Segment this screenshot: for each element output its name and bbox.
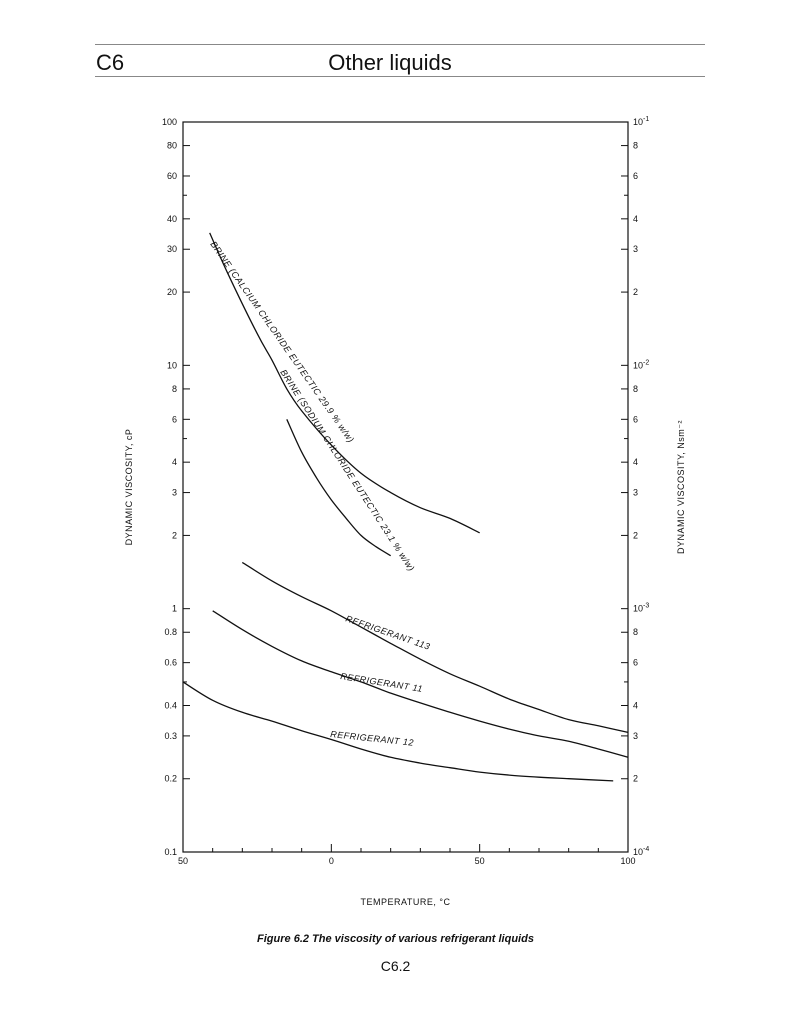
- y-right-tick-label: 8: [633, 383, 639, 394]
- y-left-tick-label: 30: [166, 244, 177, 255]
- curve-label-2: REFRIGERANT 113: [344, 613, 432, 652]
- y-right-tick-label: 2: [633, 287, 639, 298]
- y-left-tick-label: 3: [171, 487, 177, 498]
- y-left-tick-label: 0.3: [164, 730, 177, 741]
- y-left-tick-label: 1: [171, 603, 177, 614]
- y-axis-left-label: DYNAMIC VISCOSITY, cP: [124, 428, 134, 546]
- x-tick-label: 100: [620, 856, 636, 866]
- y-right-tick-label: 8: [633, 140, 639, 151]
- series-line-2: [242, 562, 628, 732]
- y-right-tick-label: 4: [633, 457, 639, 468]
- y-left-tick-label: 40: [166, 213, 177, 224]
- y-left-tick-label: 0.6: [164, 657, 177, 668]
- y-right-tick-label: 3: [633, 730, 639, 741]
- y-left-tick-label: 2: [171, 530, 177, 541]
- y-right-tick-label: $10^{-1}$: [633, 116, 650, 127]
- y-right-tick-label: $10^{-3}$: [633, 602, 650, 614]
- x-tick-label: 0: [328, 856, 334, 866]
- x-axis-ticks: [178, 844, 636, 866]
- y-right-tick-label: 2: [633, 773, 639, 784]
- y-left-tick-label: 0.4: [164, 700, 177, 711]
- page-number: C6.2: [380, 958, 411, 974]
- y-axis-right-label: DYNAMIC VISCOSITY, Nsm⁻²: [676, 419, 686, 555]
- y-axis-left-ticks: [162, 117, 190, 857]
- y-right-tick-label: 4: [633, 700, 639, 711]
- y-left-tick-label: 8: [171, 383, 177, 394]
- section-code: C6: [96, 50, 125, 75]
- x-tick-label: 50: [474, 856, 485, 866]
- curve-label-3: REFRIGERANT 11: [339, 671, 424, 695]
- curve-label-4: REFRIGERANT 12: [329, 729, 415, 748]
- y-left-tick-label: 0.2: [164, 773, 177, 784]
- series-line-1: [287, 419, 391, 555]
- y-right-tick-label: $10^{-4}$: [633, 846, 650, 857]
- y-left-tick-label: 80: [166, 140, 177, 151]
- y-axis-right-ticks: [621, 116, 649, 857]
- page-title: Other liquids: [328, 50, 452, 75]
- series-line-4: [183, 682, 613, 781]
- y-left-tick-label: 0.8: [164, 627, 177, 638]
- x-tick-label: 50: [177, 856, 189, 866]
- curve-label-1: BRINE (SODIUM CHLORIDE EUTECTIC 23.1 % w/w): [278, 367, 417, 574]
- y-left-tick-label: 6: [171, 414, 177, 425]
- y-left-tick-label: 20: [166, 287, 177, 298]
- y-right-tick-label: 6: [633, 414, 639, 425]
- y-right-tick-label: 6: [633, 657, 639, 668]
- y-left-tick-label: 60: [166, 170, 177, 181]
- y-right-tick-label: 8: [633, 627, 639, 638]
- y-right-tick-label: 6: [633, 170, 639, 181]
- y-left-tick-label: 10: [166, 360, 177, 371]
- curve-label-layer: [208, 239, 431, 747]
- y-right-tick-label: 3: [633, 244, 639, 255]
- figure-caption: Figure 6.2 The viscosity of various refrigerant liquids: [257, 933, 534, 945]
- series-layer: [183, 233, 628, 781]
- y-left-tick-label: 100: [161, 117, 177, 127]
- y-left-tick-label: 4: [171, 457, 177, 468]
- y-right-tick-label: $10^{-2}$: [633, 359, 650, 371]
- series-line-0: [210, 233, 480, 533]
- y-right-tick-label: 4: [633, 213, 639, 224]
- y-right-tick-label: 3: [633, 487, 639, 498]
- y-left-tick-label: 0.1: [164, 847, 177, 857]
- curve-label-0: BRINE (CALCIUM CHLORIDE EUTECTIC 29.9 % w/w): [208, 239, 357, 445]
- x-axis-label: TEMPERATURE, °C: [360, 897, 451, 907]
- y-right-tick-label: 2: [633, 530, 639, 541]
